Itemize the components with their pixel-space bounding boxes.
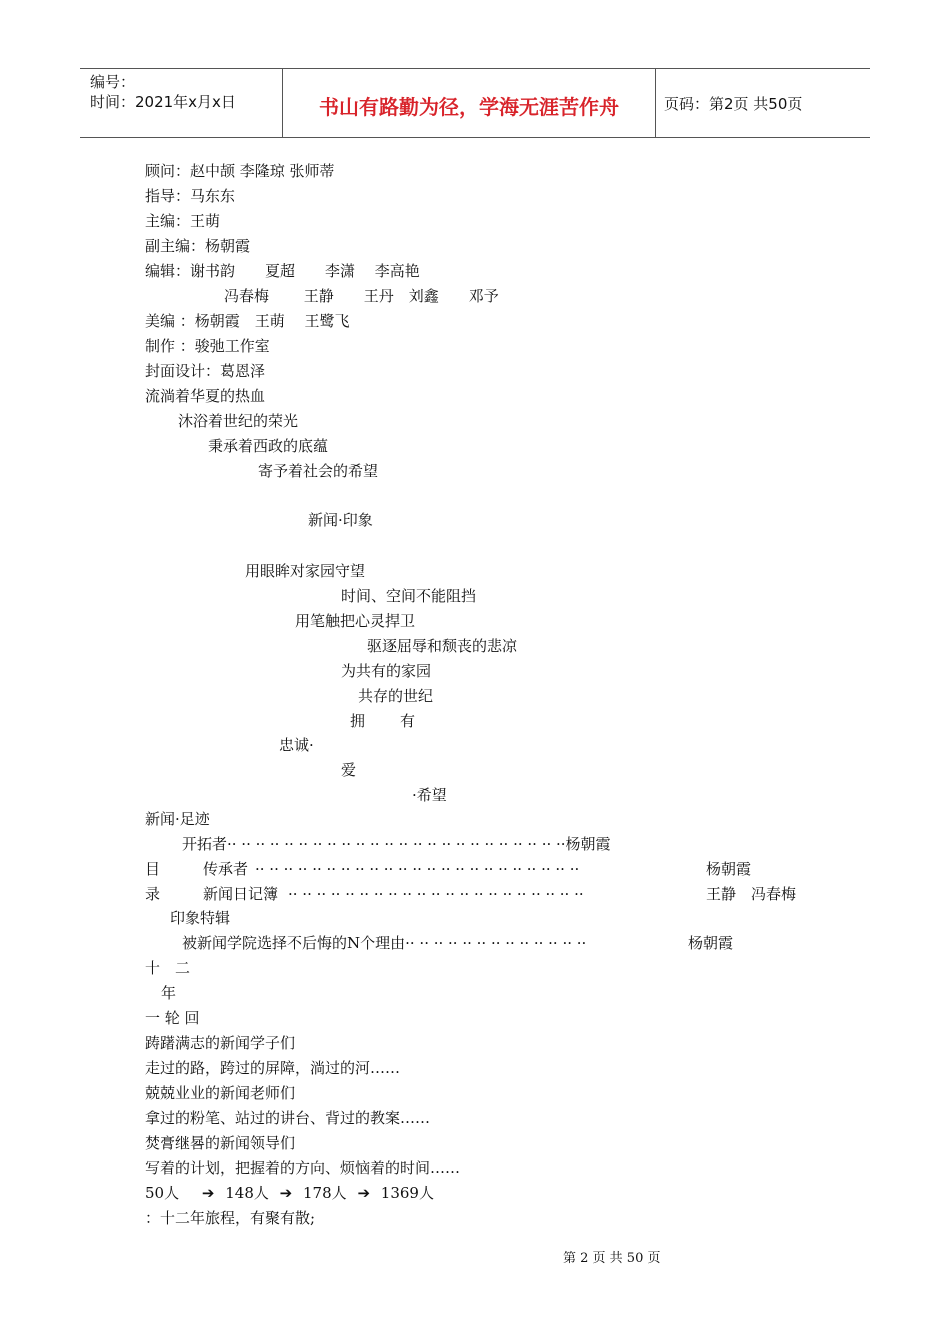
prose-line: 走过的路，跨过的屏障，淌过的河…… xyxy=(145,1059,401,1077)
toc-item-diary-author: 王静 冯春梅 xyxy=(706,885,797,903)
header-info-cell xyxy=(80,69,283,137)
credits-guidance: 指导：马东东 xyxy=(145,187,236,205)
toc-special-title: 印象特辑 xyxy=(170,909,231,927)
poem-line: 驱逐屈辱和颓丧的悲凉 xyxy=(367,637,518,655)
poem-word: 爱 xyxy=(341,761,357,779)
toc-item-reasons-author: 杨朝霞 xyxy=(688,934,734,952)
poem-line: 为共有的家园 xyxy=(341,662,432,680)
prose-line: 兢兢业业的新闻老师们 xyxy=(145,1084,296,1102)
poem-line: 寄予着社会的希望 xyxy=(258,462,379,480)
prose-line: 焚膏继晷的新闻领导们 xyxy=(145,1134,296,1152)
poem-line: 用眼眸对家园守望 xyxy=(245,562,366,580)
prose-line: 写着的计划，把握着的方向、烦恼着的时间…… xyxy=(145,1159,461,1177)
header-page-number: 页码：第2页 共50页 xyxy=(664,95,803,113)
poem-word: 忠诚· xyxy=(279,736,314,754)
credits-editors-continued: 冯春梅 王静 王丹 刘鑫 邓予 xyxy=(224,287,499,305)
growth-value: 148人 xyxy=(225,1184,269,1202)
poem-word: ·希望 xyxy=(412,786,447,804)
toc-side-label-mu: 目 xyxy=(145,860,161,878)
section-title-impression: 新闻·印象 xyxy=(308,511,373,529)
toc-item-inheritor-title: 传承者 xyxy=(203,860,249,878)
header-motto-cell xyxy=(283,69,656,137)
growth-value: 50人 xyxy=(145,1184,180,1202)
header-page-cell xyxy=(656,69,870,137)
credits-art-editors: 美编 ：杨朝霞 王萌 王鹭飞 xyxy=(145,312,350,330)
growth-value: 178人 xyxy=(303,1184,347,1202)
closing-line: ：十二年旅程，有聚有散; xyxy=(145,1209,316,1227)
right-arrow-icon: ➔ xyxy=(357,1184,371,1202)
growth-sequence xyxy=(145,1183,434,1203)
toc-item-inheritor-dots: ·· ·· ·· ·· ·· ·· ·· ·· ·· ·· ·· ·· ·· ·· ·· ·· ·· ·· ·· ·· ·· ·· ·· xyxy=(255,860,580,878)
credits-deputy-editor: 副主编：杨朝霞 xyxy=(145,237,251,255)
cycle-line: 年 xyxy=(161,984,177,1002)
credits-editors: 编辑：谢书韵 夏超 李潇 李高艳 xyxy=(145,262,420,280)
toc-item-diary-title: 新闻日记簿 xyxy=(203,885,279,903)
header-motto: 书山有路勤为径，学海无涯苦作舟 xyxy=(319,95,619,119)
page-header xyxy=(80,68,870,138)
cycle-line: 十 二 xyxy=(145,959,191,977)
cycle-line: 一 轮 回 xyxy=(145,1009,200,1027)
toc-side-label-lu: 录 xyxy=(145,885,161,903)
poem-line: 秉承着西政的底蕴 xyxy=(208,437,329,455)
credits-cover-design: 封面设计：葛恩泽 xyxy=(145,362,266,380)
right-arrow-icon: ➔ xyxy=(279,1184,293,1202)
poem-line: 流淌着华夏的热血 xyxy=(145,387,266,405)
page-footer: 第 2 页 共 50 页 xyxy=(563,1251,661,1266)
credits-chief-editor: 主编：王萌 xyxy=(145,212,221,230)
credits-advisers: 顾问：赵中颉 李隆琼 张师蒂 xyxy=(145,162,335,180)
poem-word: 拥 xyxy=(350,712,366,730)
prose-line: 踌躇满志的新闻学子们 xyxy=(145,1034,296,1052)
poem-line: 沐浴着世纪的荣光 xyxy=(178,412,299,430)
credits-production: 制作 ：骏弛工作室 xyxy=(145,337,270,355)
toc-item-diary-dots: ·· ·· ·· ·· ·· ·· ·· ·· ·· ·· ·· ·· ·· ·· ·· ·· ·· ·· ·· ·· ·· xyxy=(288,885,584,903)
document-number-label: 编号： xyxy=(90,73,136,91)
document-date-label: 时间：2021年x月x日 xyxy=(90,93,236,111)
growth-value: 1369人 xyxy=(380,1184,434,1202)
toc-section-title: 新闻·足迹 xyxy=(145,810,210,828)
poem-line: 时间、空间不能阻挡 xyxy=(341,587,477,605)
right-arrow-icon: ➔ xyxy=(201,1184,215,1202)
poem-line: 用笔触把心灵捍卫 xyxy=(295,612,416,630)
toc-item-inheritor-author: 杨朝霞 xyxy=(706,860,752,878)
poem-line: 共存的世纪 xyxy=(358,687,434,705)
prose-line: 拿过的粉笔、站过的讲台、背过的教案…… xyxy=(145,1109,431,1127)
poem-word: 有 xyxy=(400,712,416,730)
toc-item-pioneer: 开拓者·· ·· ·· ·· ·· ·· ·· ·· ·· ·· ·· ·· ·· ·· ·· ·· ·· ·· ·· ·· ·· ·· ·· ··杨朝霞 xyxy=(182,835,611,853)
toc-item-reasons: 被新闻学院选择不后悔的N个理由·· ·· ·· ·· ·· ·· ·· ·· ·· ·· ·· ·· ·· xyxy=(182,934,587,952)
